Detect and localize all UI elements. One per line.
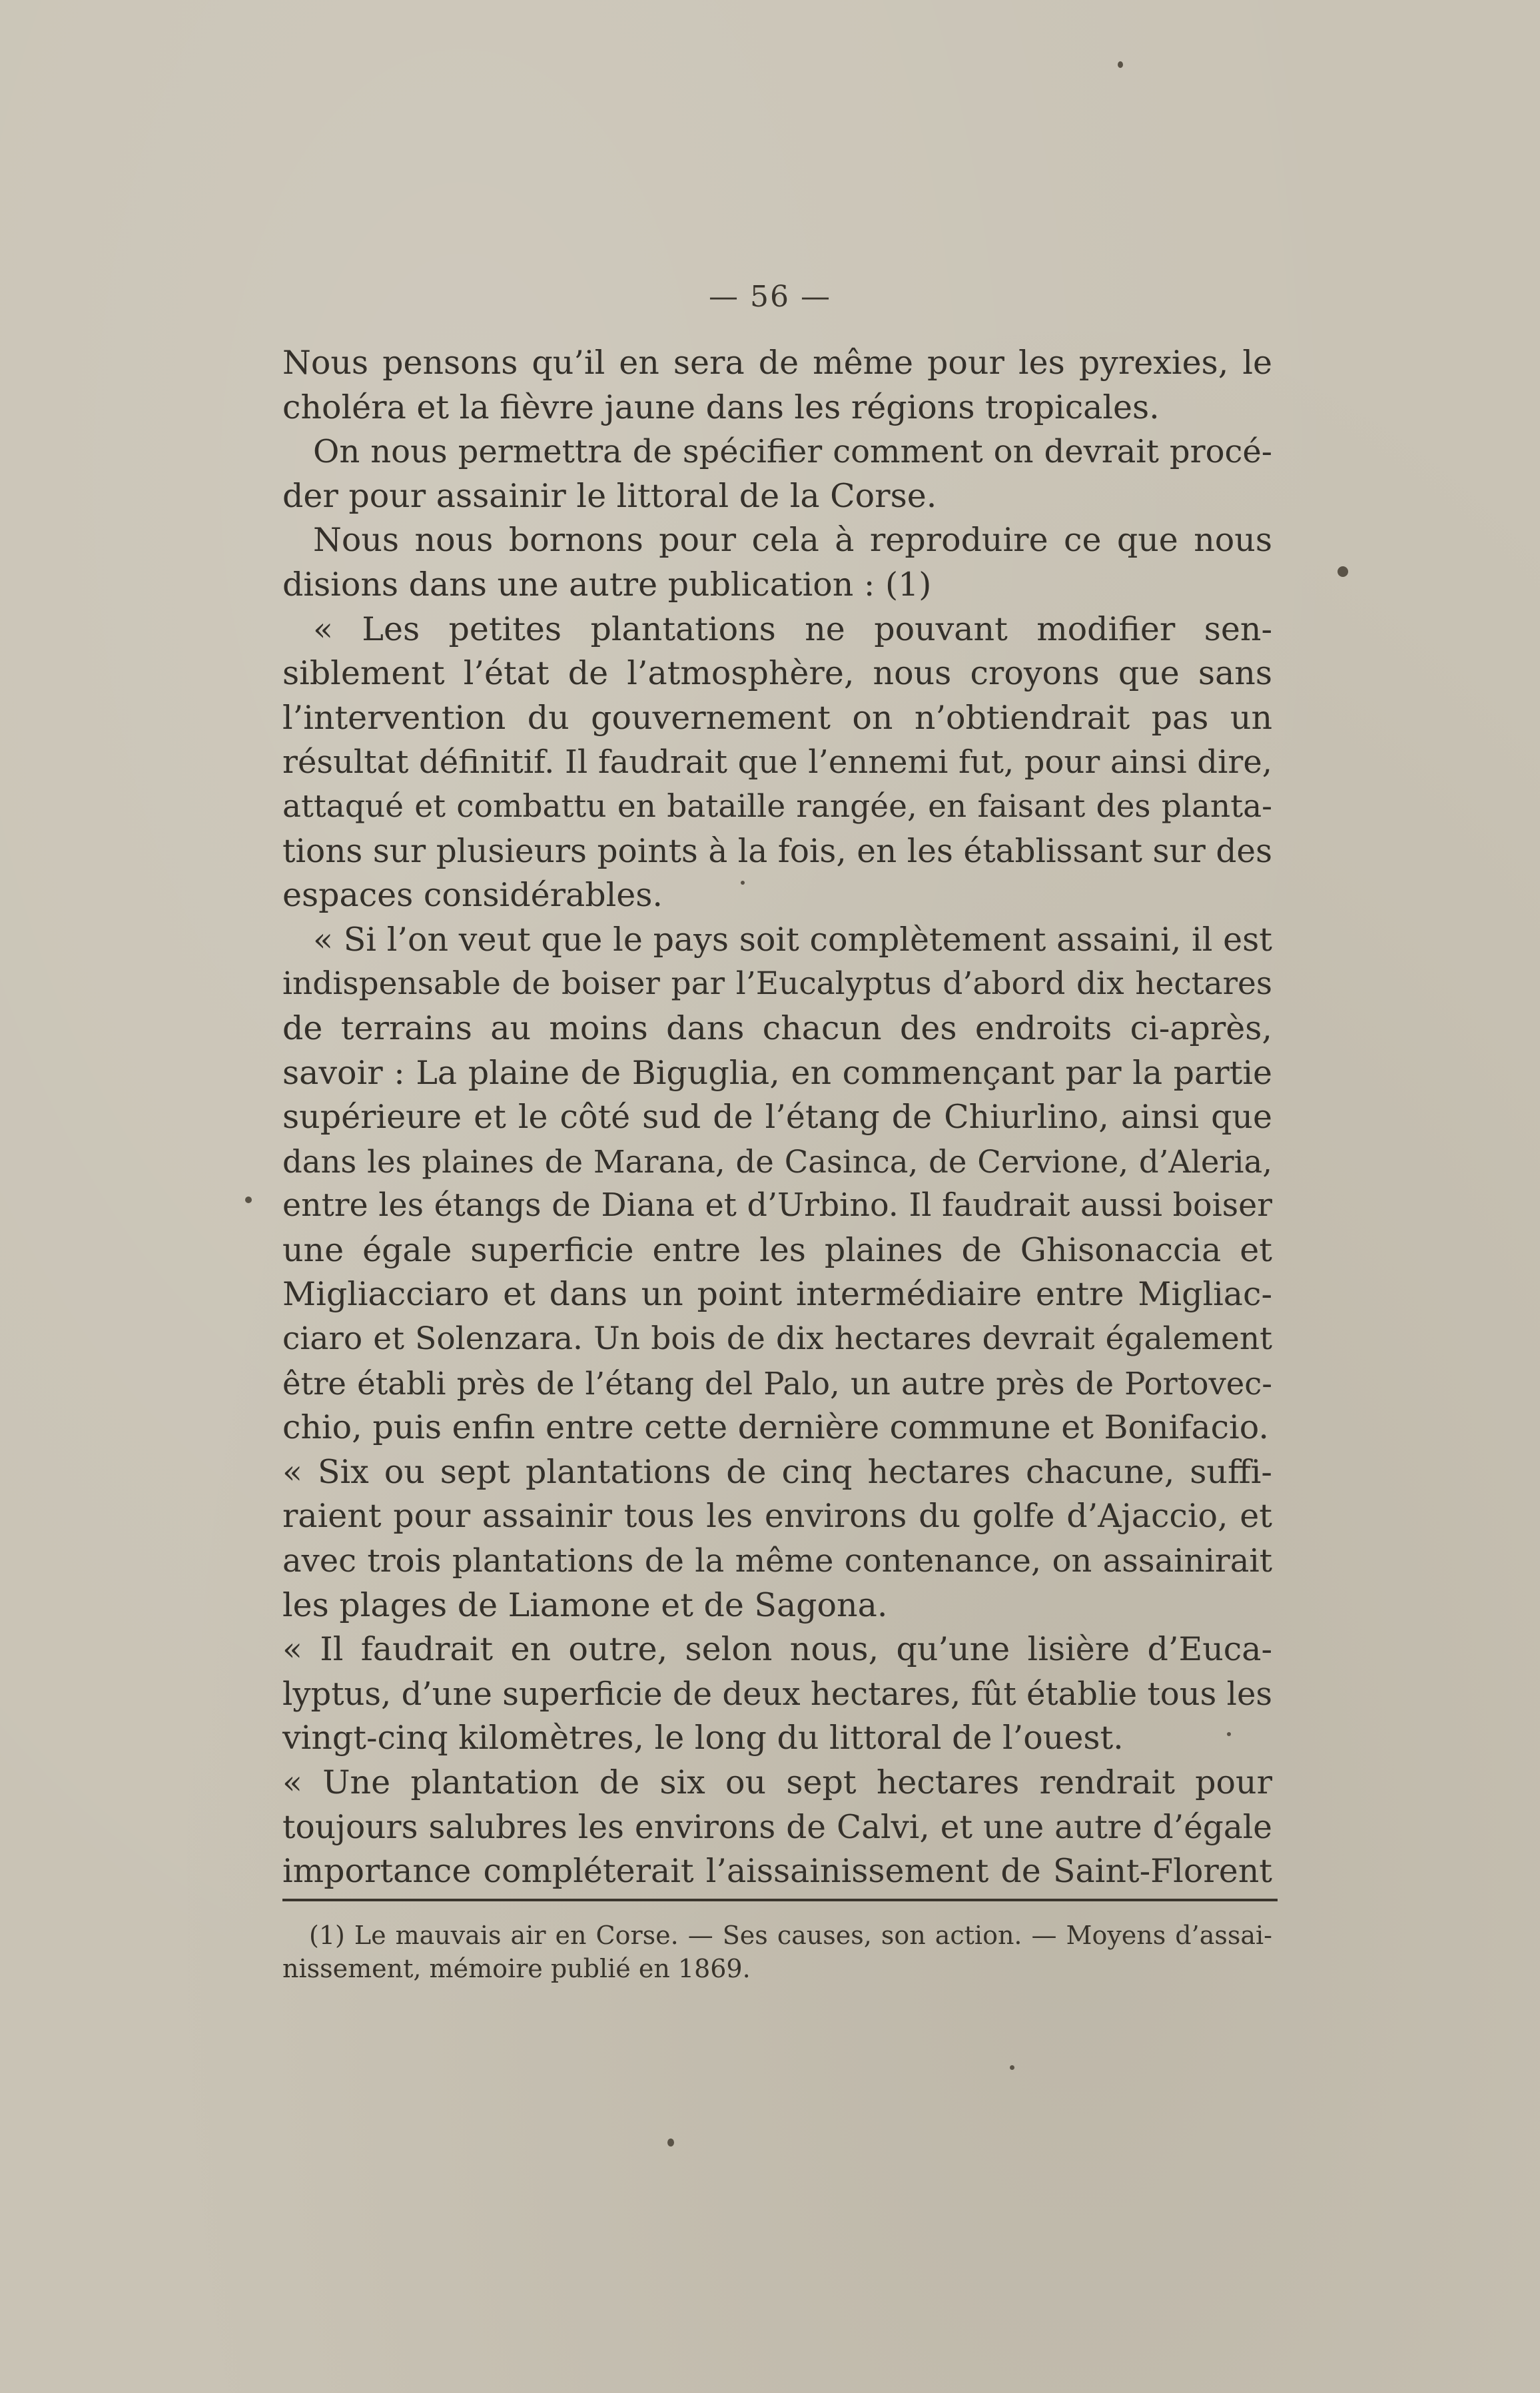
text-line: avec trois plantations de la même contenance, on assainirait bbox=[282, 1542, 1272, 1580]
text-line: Nous pensons qu’il en sera de même pour les pyrexies, le bbox=[282, 344, 1272, 382]
paper-speck bbox=[667, 2139, 674, 2147]
text-line: chio, puis enfin entre cette dernière commune et Bonifacio. bbox=[282, 1408, 1269, 1447]
text-line: siblement l’état de l’atmosphère, nous croyons que sans bbox=[282, 654, 1272, 693]
text-line: importance compléterait l’aissainissement de Saint-Florent bbox=[282, 1852, 1272, 1891]
text-line: « Les petites plantations ne pouvant modifier sen- bbox=[313, 610, 1272, 648]
body-text bbox=[282, 341, 1272, 1894]
paper-speck bbox=[1010, 2065, 1014, 2070]
text-line: disions dans une autre publication : (1) bbox=[282, 565, 932, 604]
text-line: l’intervention du gouvernement on n’obtiendrait pas un bbox=[282, 698, 1272, 737]
paper-speck bbox=[1227, 1732, 1231, 1736]
text-line: dans les plaines de Marana, de Casinca, de Cervione, d’Aleria, bbox=[282, 1143, 1272, 1180]
text-line: entre les étangs de Diana et d’Urbino. Il faudrait aussi boiser bbox=[282, 1187, 1272, 1224]
text-line: « Si l’on veut que le pays soit complètement assaini, il est bbox=[313, 920, 1272, 959]
paper-speck bbox=[1118, 61, 1123, 68]
footnote-line: (1) Le mauvais air en Corse. — Ses causes, son action. — Moyens d’assai- bbox=[309, 1921, 1272, 1950]
text-line: vingt-cinq kilomètres, le long du littoral de l’ouest. bbox=[282, 1719, 1124, 1757]
text-line: les plages de Liamone et de Sagona. bbox=[282, 1586, 888, 1624]
text-line: On nous permettra de spécifier comment on devrait procé- bbox=[313, 433, 1272, 471]
text-line: « Six ou sept plantations de cinq hectares chacune, suffi- bbox=[282, 1452, 1272, 1491]
text-line: ciaro et Solenzara. Un bois de dix hectares devrait également bbox=[282, 1320, 1272, 1358]
footnote-line: nissement, mémoire publié en 1869. bbox=[282, 1954, 751, 1983]
text-line: toujours salubres les environs de Calvi, et une autre d’égale bbox=[282, 1808, 1272, 1846]
text-line: lyptus, d’une superficie de deux hectares, fût établie tous les bbox=[282, 1675, 1272, 1713]
paper-speck bbox=[245, 1196, 252, 1203]
text-line: « Une plantation de six ou sept hectares rendrait pour bbox=[282, 1763, 1272, 1801]
text-line: Nous nous bornons pour cela à reproduire ce que nous bbox=[313, 521, 1272, 560]
text-line: espaces considérables. bbox=[282, 876, 663, 915]
footnote-separator bbox=[282, 1899, 1278, 1901]
text-line: savoir : La plaine de Biguglia, en commençant par la partie bbox=[282, 1053, 1272, 1092]
text-line: Migliacciaro et dans un point intermédiaire entre Migliac- bbox=[282, 1275, 1272, 1314]
text-line: « Il faudrait en outre, selon nous, qu’une lisière d’Euca- bbox=[282, 1630, 1272, 1669]
text-line: supérieure et le côté sud de l’étang de Chiurlino, ainsi que bbox=[282, 1098, 1272, 1137]
page-number: — 56 — bbox=[709, 280, 831, 314]
footnote bbox=[282, 1919, 1272, 1985]
text-line: der pour assainir le littoral de la Corse. bbox=[282, 476, 937, 515]
text-line: tions sur plusieurs points à la fois, en les établissant sur des bbox=[282, 832, 1272, 870]
text-line: de terrains au moins dans chacun des endroits ci-après, bbox=[282, 1009, 1272, 1047]
text-line: une égale superficie entre les plaines de Ghisonaccia et bbox=[282, 1230, 1272, 1269]
text-line: choléra et la fièvre jaune dans les régions tropicales. bbox=[282, 388, 1160, 426]
paper-speck bbox=[741, 881, 745, 885]
text-line: raient pour assainir tous les environs du golfe d’Ajaccio, et bbox=[282, 1497, 1272, 1536]
text-line: être établi près de l’étang del Palo, un autre près de Portovec- bbox=[282, 1365, 1272, 1402]
text-line: attaqué et combattu en bataille rangée, en faisant des planta- bbox=[282, 787, 1272, 825]
text-line: résultat définitif. Il faudrait que l’ennemi fut, pour ainsi dire, bbox=[282, 743, 1272, 781]
paper-speck bbox=[1338, 566, 1348, 577]
text-line: indispensable de boiser par l’Eucalyptus d’abord dix hectares bbox=[282, 965, 1272, 1003]
